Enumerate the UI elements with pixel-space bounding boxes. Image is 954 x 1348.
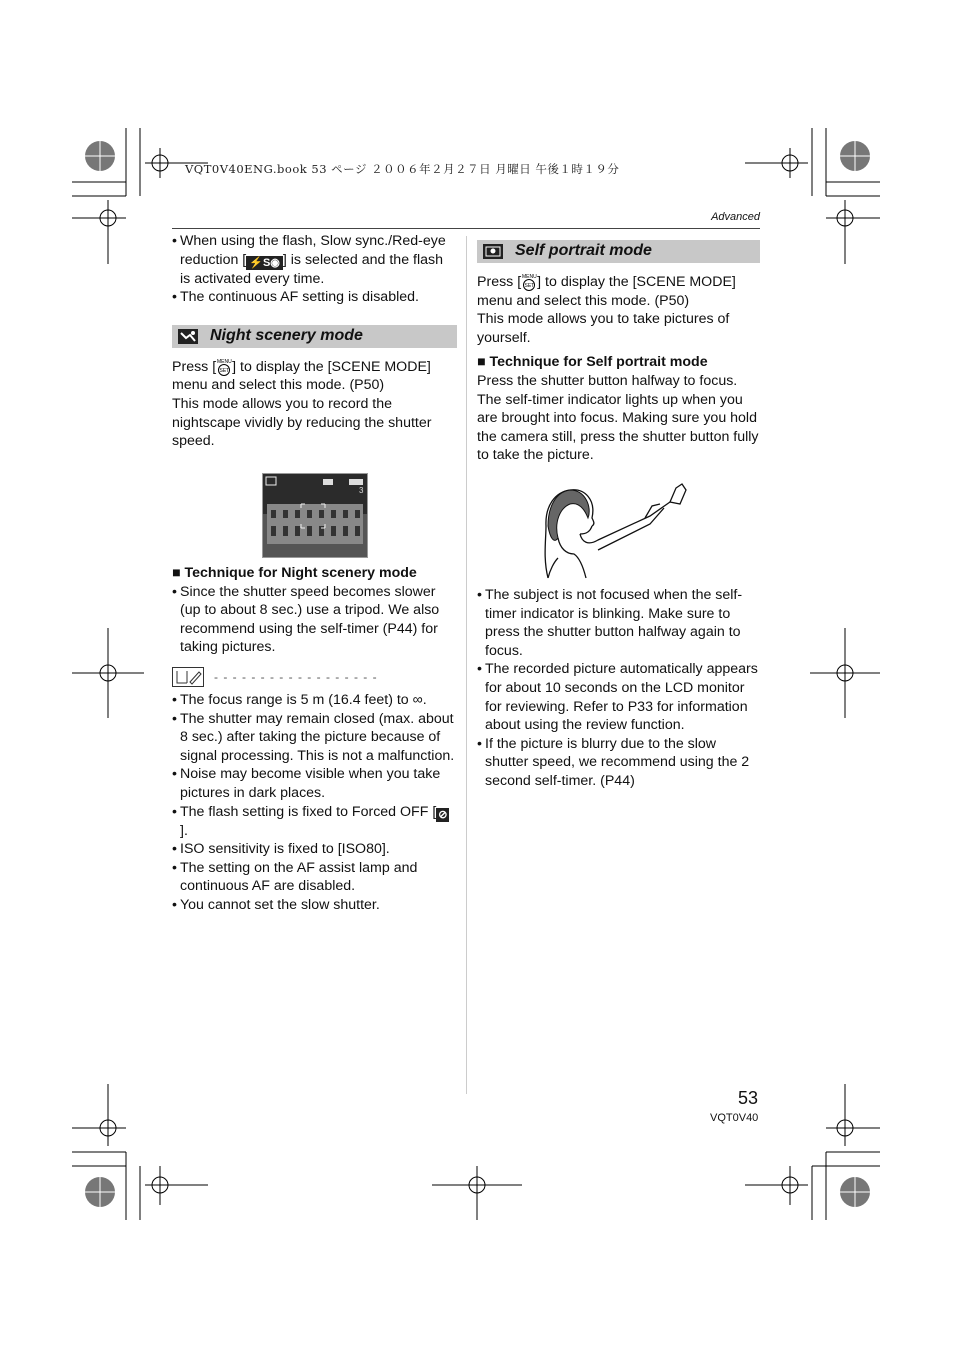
- note-header: - - - - - - - - - - - - - - - - - -: [172, 667, 457, 687]
- column-divider: [466, 236, 467, 1094]
- night-scene-lcd-image: [262, 473, 368, 558]
- left-column: [172, 232, 457, 451]
- right-column: [477, 240, 760, 465]
- lcd-shot-count: 3: [359, 486, 364, 495]
- self-portrait-illustration: [540, 478, 690, 582]
- model-code: VQT0V40: [710, 1112, 759, 1124]
- print-header: VQT0V40ENG.book 53 ページ ２００６年２月２７日 月曜日 午後１時１９分: [185, 162, 620, 176]
- flash-forced-off-icon: ⊘: [438, 808, 448, 821]
- list-item: • ISO sensitivity is fixed to [ISO80].: [172, 841, 390, 858]
- left-column-lower: [172, 564, 457, 915]
- svg-text:MENU: MENU: [217, 358, 232, 365]
- header-rule: [172, 228, 760, 229]
- flash-slow-sync-icon: ⚡S◉: [246, 256, 283, 270]
- night-scenery-icon: [178, 329, 198, 344]
- night-description: This mode allows you to record the nightscape vividly by reducing the shutter speed.: [172, 395, 432, 450]
- right-column-lower: [477, 586, 760, 791]
- self-technique-heading: ■ Technique for Self portrait mode: [477, 354, 708, 371]
- list-item: • The shutter may remain closed (max. about 8 sec.) after taking the picture because of signal processing. This is not a malfunction.: [172, 710, 455, 764]
- night-scenery-heading: Night scenery mode: [172, 325, 457, 348]
- self-technique-text: Press the shutter button halfway to focus. The self-timer indicator lights up when you are brought into focus. Making sure you hold the camera still, press the shutter button fully to take the picture.: [477, 372, 759, 464]
- night-technique-heading: ■ Technique for Night scenery mode: [172, 565, 417, 581]
- svg-text:MENU: MENU: [522, 274, 537, 280]
- list-item: • The setting on the AF assist lamp and continuous AF are disabled.: [172, 859, 418, 895]
- page-number: 53: [738, 1088, 759, 1108]
- list-item: • The recorded picture automatically appears for about 10 seconds on the LCD monitor for reviewing. Refer to P33 for information about using the review function.: [477, 661, 758, 734]
- list-item: • The subject is not focused when the self-timer indicator is blinking. Make sure to press the shutter button halfway again to focus.: [477, 587, 743, 659]
- list-item: • The focus range is 5 m (16.4 feet) to ∞.: [172, 691, 427, 708]
- list-item: • When using the flash, Slow sync./Red-eye reduction [ ⚡S◉ ] is selected and the flash is activated every time.: [172, 233, 446, 287]
- list-item: • The flash setting is fixed to Forced OFF [ ⊘].: [172, 803, 448, 839]
- list-item: • If the picture is blurry due to the slow shutter speed, we recommend using the 2 second self-timer. (P44): [477, 735, 750, 789]
- section-label: Advanced: [711, 211, 760, 223]
- self-portrait-heading: Self portrait mode: [477, 240, 760, 263]
- svg-text:SET: SET: [524, 283, 535, 289]
- menu-set-icon: [521, 273, 537, 291]
- note-icon: [172, 667, 204, 687]
- menu-set-icon: [216, 358, 232, 376]
- night-press-instruction: Press [ MENU SET ] to display the [SCENE MODE] menu and select this mode. (P50): [172, 358, 431, 394]
- svg-text:SET: SET: [219, 367, 230, 374]
- self-description: This mode allows you to take pictures of yourself.: [477, 311, 730, 346]
- list-item: • Since the shutter speed becomes slower (up to about 8 sec.) use a tripod. We also recommend using the self-timer (P44) for taking pictures.: [172, 583, 440, 656]
- list-item: • Noise may become visible when you take pictures in dark places.: [172, 766, 441, 801]
- list-item: • You cannot set the slow shutter.: [172, 896, 380, 913]
- list-item: • The continuous AF setting is disabled.: [172, 289, 419, 306]
- self-portrait-icon: [483, 244, 503, 259]
- self-press-instruction: Press [ MENU SET ] to display the [SCENE MODE] menu and select this mode. (P50): [477, 274, 736, 309]
